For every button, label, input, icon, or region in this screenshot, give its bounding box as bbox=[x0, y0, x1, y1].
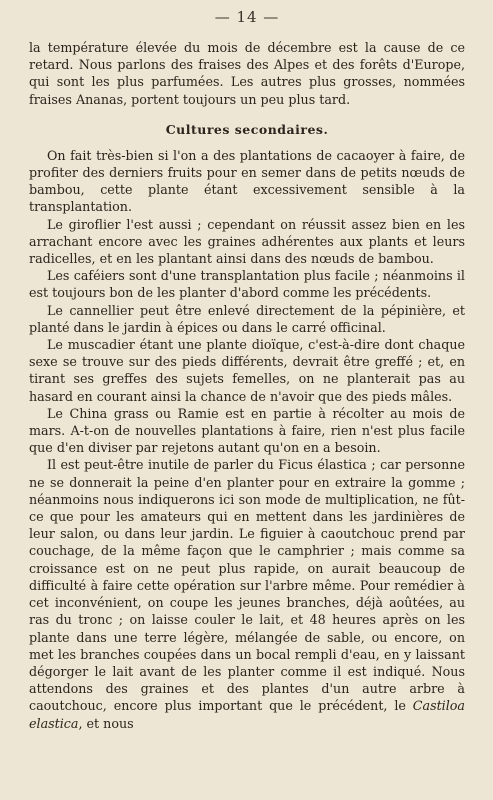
paragraph-cafeiers: Les caféiers sont d'une transplantation plus facile ; néanmoins il est toujours bon de les planter d'abord comme les précédents. bbox=[29, 268, 465, 301]
paragraph-giroflier: Le giroflier l'est aussi ; cependant on réussit assez bien en les arrachant encore avec les graines adhérentes aux plants et leurs radicelles, et en les plantant ainsi dans des nœuds de bambou. bbox=[29, 216, 465, 267]
paragraph-ramie: Le China grass ou Ramie est en partie à récolter au mois de mars. A-t-on de nouvelles plantations à faire, rien n'est plus facile que d'en diviser par rejetons autant qu'on en a besoin. bbox=[29, 405, 465, 456]
ficus-text-end: , et nous bbox=[78, 715, 134, 731]
paragraph-cacaoyer: On fait très-bien si l'on a des plantations de cacaoyer à faire, de profiter des derniers fruits pour en semer dans de petits nœuds de bambou, cette plante étant excessivement sensible à la transplantation. bbox=[29, 147, 465, 215]
paragraph-ficus bbox=[29, 456, 465, 731]
section-title: Cultures secondaires. bbox=[165, 121, 329, 137]
castiloa-name: Castiloa elastica bbox=[29, 698, 465, 731]
intro-paragraph: la température élevée du mois de décembre est la cause de ce retard. Nous parlons des fraises des Alpes et des forêts d'Europe, qui sont les plus parfumées. Les autres plus grosses, nommées fraises Ananas, portent toujours un peu plus tard. bbox=[29, 40, 465, 107]
paragraph-muscadier: Le muscadier étant une plante dioïque, c'est-à-dire dont chaque sexe se trouve sur des pieds différents, devrait être greffé ; et, en tirant ses greffes des sujets femelles, on ne planterait pas au hasard en courant ainsi la chance de n'avoir que des pieds mâles. bbox=[29, 337, 465, 404]
paragraph-cannellier: Le cannellier peut être enlevé directement de la pépinière, et planté dans le jardin à épices ou dans le carré officinal. bbox=[29, 302, 465, 335]
page-number: — 14 — bbox=[214, 8, 280, 26]
ficus-text: Il est peut-être inutile de parler du Ficus élastica ; car personne ne se donnerait la peine d'en planter pour en extraire la gomme ; néanmoins nous indiquerons ici son mode de multiplication, ne fût-ce que pour les amateurs qui en mettent dans les jardinières de leur salon, ou dans leur jardin. Le figuier à caoutchouc prend par couchage, de la même façon que le camphrier ; mais comme sa croissance est on ne peut plus rapide, on aurait beaucoup de difficulté à faire cette opération sur l'arbre même. Pour remédier à cet inconvénient, on coupe les jeunes branches, déjà aoûtées, au ras du tronc ; on laisse couler le lait, et 48 heures après on les plante dans une terre légère, mélangée de sable, ou encore, on met les branches coupées dans un bocal rempli d'eau, en y laissant dégorger le lait avant de les planter comme il est indiqué. Nous attendons des graines et des plantes d'un autre arbre à caoutchouc, encore plus important que le précédent, le bbox=[29, 457, 465, 714]
